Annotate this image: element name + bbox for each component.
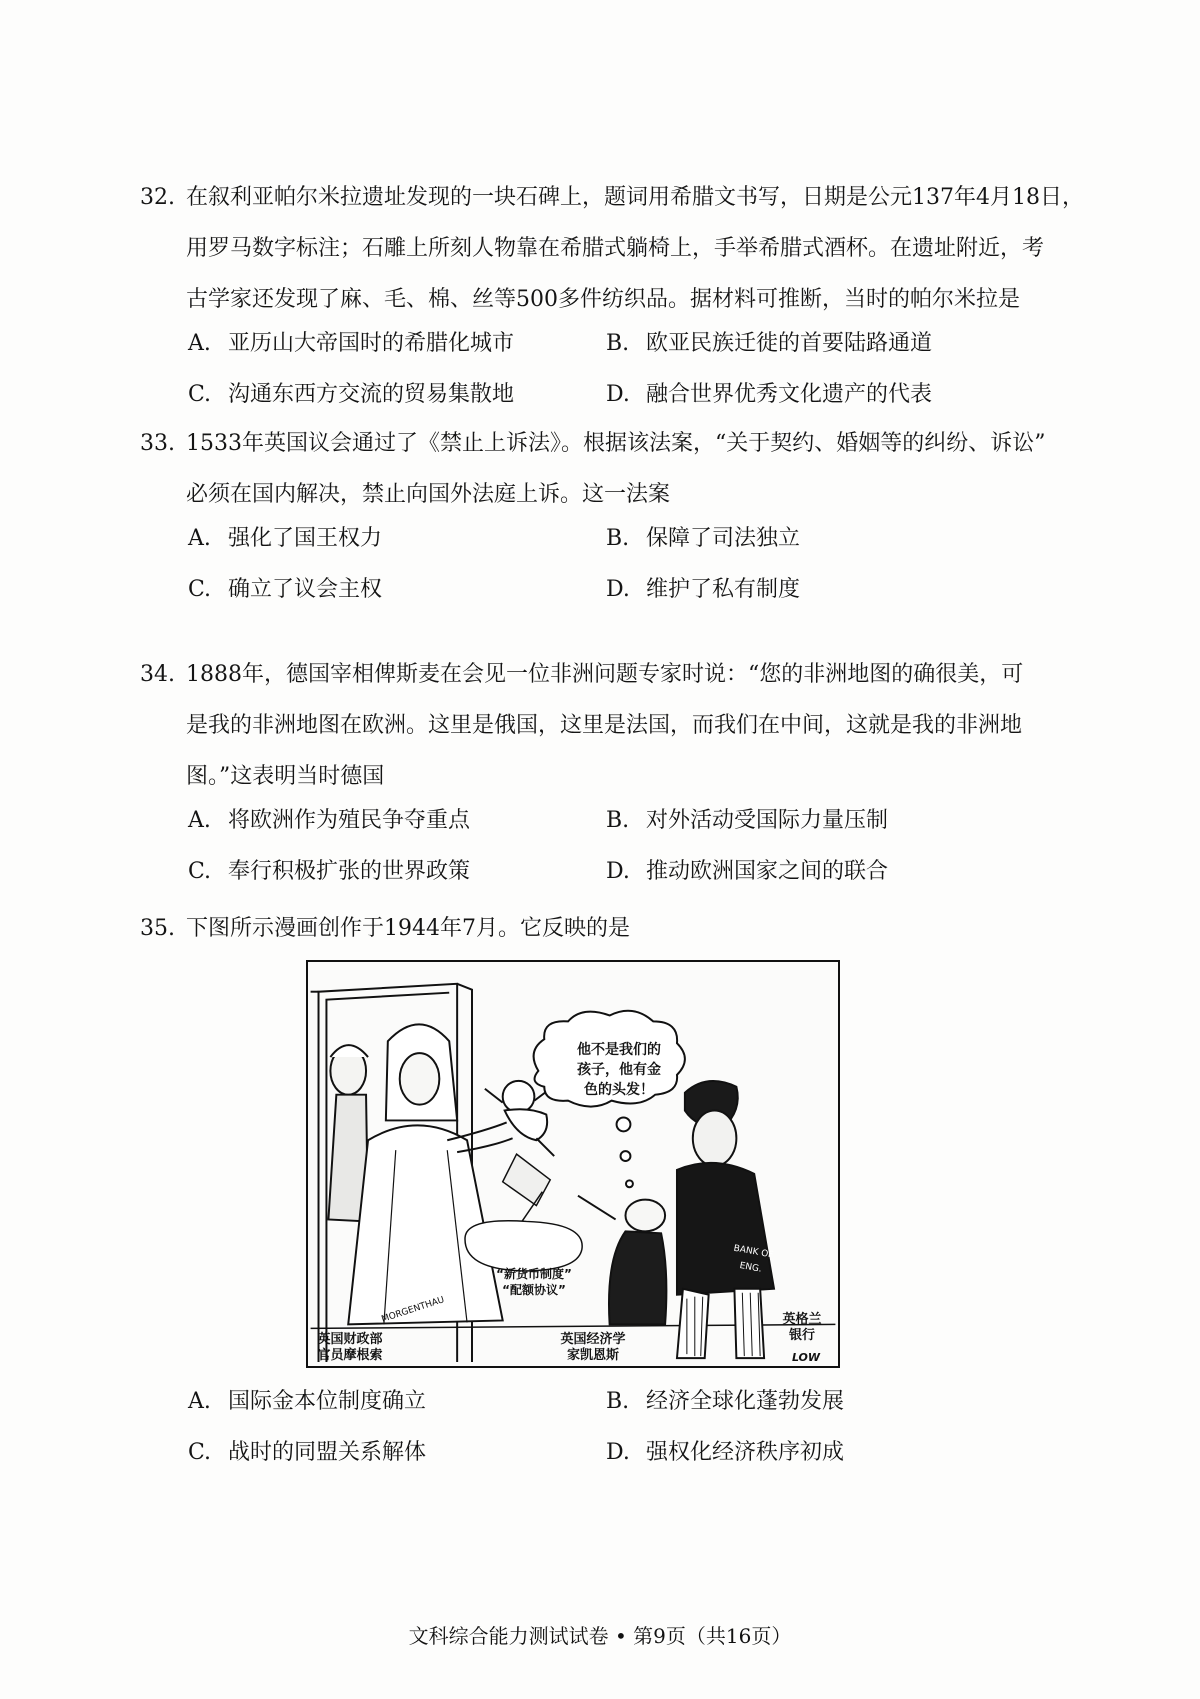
options-33 bbox=[188, 513, 1068, 615]
option-d[interactable]: D. 维护了私有制度 bbox=[606, 577, 801, 602]
question-line: 34. 1888年，德国宰相俾斯麦在会见一位非洲问题专家时说：“您的非洲地图的确很美，可 bbox=[140, 649, 1070, 700]
speech-bubble-text: 他不是我们的 孩子，他有金 色的头发！ bbox=[577, 1042, 661, 1098]
options-35 bbox=[188, 1376, 1068, 1478]
question-number: 32. bbox=[140, 185, 175, 210]
keynes-figure bbox=[578, 1196, 666, 1325]
question-number: 33. bbox=[140, 431, 175, 456]
option-b[interactable]: B. 对外活动受国际力量压制 bbox=[606, 808, 889, 833]
question-line: 必须在国内解决，禁止向国外法庭上诉。这一法案 bbox=[186, 482, 671, 507]
question-33 bbox=[140, 418, 1070, 520]
question-number: 34. bbox=[140, 662, 175, 687]
question-line: 是我的非洲地图在欧洲。这里是俄国，这里是法国，而我们在中间，这就是我的非洲地 bbox=[186, 713, 1023, 738]
question-34 bbox=[140, 649, 1070, 802]
nurse-label: MORGENTHAU bbox=[380, 1295, 446, 1325]
question-line: 图。”这表明当时德国 bbox=[186, 764, 385, 789]
caption-bank-of-england: 英格兰 银行 bbox=[782, 1312, 822, 1343]
cartoon-illustration bbox=[306, 960, 840, 1368]
option-b[interactable]: B. 保障了司法独立 bbox=[606, 526, 801, 551]
bank-figure bbox=[677, 1081, 774, 1358]
option-d[interactable]: D. 推动欧洲国家之间的联合 bbox=[606, 859, 889, 884]
caption-keynes: 英国经济学 家凯恩斯 bbox=[560, 1332, 626, 1363]
option-d[interactable]: D. 强权化经济秩序初成 bbox=[606, 1440, 845, 1465]
option-a[interactable]: A. 强化了国王权力 bbox=[188, 526, 383, 551]
bank-label: BANK OF ENG. bbox=[732, 1243, 774, 1275]
tag-label: “新货币制度” “配额协议” bbox=[496, 1267, 572, 1297]
artist-signature: LOW bbox=[791, 1351, 821, 1364]
option-a[interactable]: A. 国际金本位制度确立 bbox=[188, 1389, 427, 1414]
option-b[interactable]: B. 欧亚民族迁徙的首要陆路通道 bbox=[606, 331, 933, 356]
option-c[interactable]: C. 奉行积极扩张的世界政策 bbox=[188, 859, 471, 884]
option-b[interactable]: B. 经济全球化蓬勃发展 bbox=[606, 1389, 845, 1414]
options-34 bbox=[188, 795, 1068, 897]
option-a[interactable]: A. 将欧洲作为殖民争夺重点 bbox=[188, 808, 471, 833]
question-line: 用罗马数字标注；石雕上所刻人物靠在希腊式躺椅上，手举希腊式酒杯。在遗址附近，考 bbox=[186, 236, 1045, 261]
options-32 bbox=[188, 318, 1068, 420]
question-number: 35. bbox=[140, 916, 175, 941]
question-line: 古学家还发现了麻、毛、棉、丝等500多件纺织品。据材料可推断，当时的帕尔米拉是 bbox=[186, 287, 1020, 312]
question-line: 33. 1533年英国议会通过了《禁止上诉法》。根据该法案，“关于契约、婚姻等的纠纷、诉讼” bbox=[140, 418, 1070, 469]
option-a[interactable]: A. 亚历山大帝国时的希腊化城市 bbox=[188, 331, 515, 356]
question-line: 35. 下图所示漫画创作于1944年7月。它反映的是 bbox=[140, 903, 1070, 954]
option-c[interactable]: C. 确立了议会主权 bbox=[188, 577, 383, 602]
option-c[interactable]: C. 战时的同盟关系解体 bbox=[188, 1440, 427, 1465]
caption-morgenthau: 英国财政部 官员摩根索 bbox=[317, 1332, 383, 1363]
question-35 bbox=[140, 903, 1070, 954]
baby-tag bbox=[465, 1154, 582, 1271]
option-c[interactable]: C. 沟通东西方交流的贸易集散地 bbox=[188, 382, 515, 407]
option-d[interactable]: D. 融合世界优秀文化遗产的代表 bbox=[606, 382, 933, 407]
question-32 bbox=[140, 172, 1084, 325]
page-footer: 文科综合能力测试试卷 • 第9页（共16页） bbox=[408, 1624, 792, 1648]
cartoon-drawing bbox=[308, 962, 838, 1366]
question-line: 32. 在叙利亚帕尔米拉遗址发现的一块石碑上，题词用希腊文书写，日期是公元137年4月18日， bbox=[140, 172, 1070, 223]
